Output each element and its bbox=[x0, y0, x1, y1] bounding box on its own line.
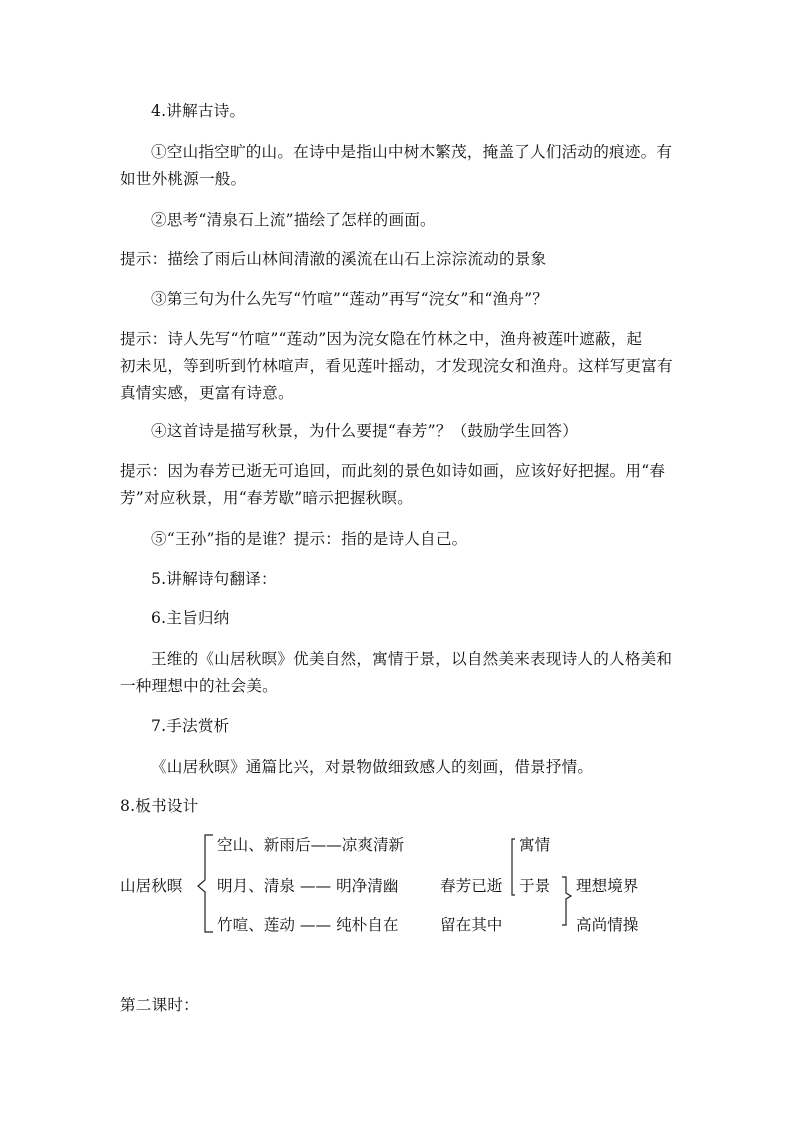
question-line: ②思考“清泉石上流”描绘了怎样的画面。 bbox=[151, 211, 436, 229]
paragraph-line: 如世外桃源一般。 bbox=[120, 170, 247, 188]
question-line: ③第三句为什么先写“竹喧”“莲动”再写“浣女”和“渔舟”？ bbox=[151, 290, 549, 308]
board-mid-2: 留在其中 bbox=[440, 916, 503, 934]
board-row-1: 空山、新雨后——凉爽清新 bbox=[217, 836, 405, 854]
board-mid-1: 春芳已逝 bbox=[440, 877, 503, 895]
question-line: ⑤“王孙”指的是谁？提示：指的是诗人自己。 bbox=[151, 530, 468, 548]
board-end-1: 理想境界 bbox=[576, 877, 639, 895]
paragraph-line: 王维的《山居秋暝》优美自然，寓情于景，以自然美来表现诗人的人格美和 bbox=[151, 650, 673, 668]
paragraph-line: 《山居秋暝》通篇比兴，对景物做细致感人的刻画，借景抒情。 bbox=[151, 758, 594, 776]
hint-line: 初未见，等到听到竹林喧声，看见莲叶摇动，才发现浣女和渔舟。这样写更富有 bbox=[120, 357, 673, 375]
hint-line: 提示：诗人先写“竹喧”“莲动”因为浣女隐在竹林之中，渔舟被莲叶遮蔽，起 bbox=[120, 330, 643, 348]
hint-line: 提示：描绘了雨后山林间清澈的溪流在山石上淙淙流动的景象 bbox=[120, 250, 547, 268]
board-right-1: 寓情 bbox=[519, 836, 551, 854]
section-heading-second-lesson: 第二课时： bbox=[120, 996, 199, 1014]
section-heading-7: 7.手法赏析 bbox=[151, 717, 230, 735]
far-right-brace bbox=[562, 877, 571, 925]
hint-line: 芳”对应秋景，用“春芳歇”暗示把握秋暝。 bbox=[120, 489, 414, 507]
paragraph-line: 一种理想中的社会美。 bbox=[120, 677, 278, 695]
question-line: ④这首诗是描写秋景，为什么要提“春芳”？（鼓励学生回答） bbox=[151, 422, 578, 440]
section-heading-4: 4.讲解古诗。 bbox=[151, 102, 246, 120]
board-right-2: 于景 bbox=[519, 877, 551, 895]
right-bracket-upper bbox=[512, 839, 515, 895]
board-row-3: 竹喧、莲动 —— 纯朴自在 bbox=[217, 916, 399, 934]
section-heading-8: 8.板书设计 bbox=[120, 797, 199, 815]
section-heading-6: 6.主旨归纳 bbox=[151, 609, 230, 627]
section-heading-5: 5.讲解诗句翻译： bbox=[151, 570, 277, 588]
left-brace bbox=[198, 835, 213, 932]
hint-line: 真情实感，更富有诗意。 bbox=[120, 384, 294, 402]
paragraph-line: ①空山指空旷的山。在诗中是指山中树木繁茂，掩盖了人们活动的痕迹。有 bbox=[151, 143, 673, 161]
board-row-2: 明月、清泉 —— 明净清幽 bbox=[217, 877, 399, 895]
board-end-2: 高尚情操 bbox=[576, 916, 639, 934]
hint-line: 提示：因为春芳已逝无可追回，而此刻的景色如诗如画，应该好好把握。用“春 bbox=[120, 462, 666, 480]
board-title: 山居秋暝 bbox=[120, 877, 183, 895]
